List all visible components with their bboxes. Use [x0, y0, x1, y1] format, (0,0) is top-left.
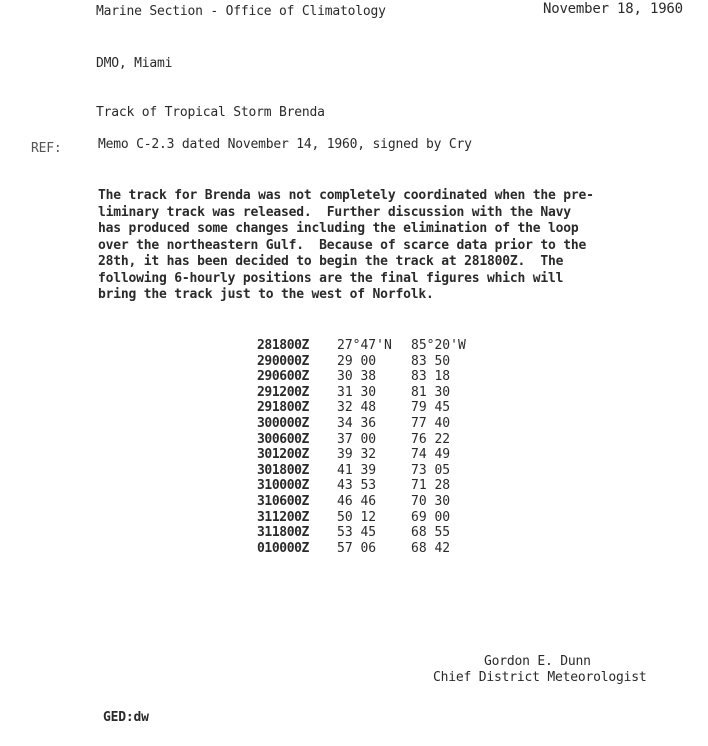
track-row — [257, 541, 491, 557]
track-time: 300000Z — [257, 415, 309, 431]
track-row — [257, 432, 491, 448]
track-row — [257, 463, 491, 479]
track-row — [257, 338, 491, 354]
track-latitude: 30 38 — [337, 369, 377, 385]
track-time: 310600Z — [257, 493, 309, 509]
track-longitude: 81 30 — [411, 384, 451, 400]
body-line: has produced some changes including the elimination of the loop — [98, 221, 579, 236]
track-row — [257, 478, 491, 494]
signatory-name: Gordon E. Dunn — [484, 654, 591, 669]
track-row — [257, 525, 491, 541]
track-row — [257, 369, 491, 385]
track-longitude: 68 42 — [411, 540, 451, 556]
reference-text: Memo C-2.3 dated November 14, 1960, signed by Cry — [98, 137, 472, 152]
track-time: 291200Z — [257, 384, 309, 400]
track-longitude: 68 55 — [411, 525, 451, 541]
track-longitude: 85°20'W — [411, 338, 466, 353]
track-latitude: 43 53 — [337, 478, 377, 494]
track-latitude: 41 39 — [337, 462, 377, 478]
track-longitude: 79 45 — [411, 400, 451, 416]
track-longitude: 76 22 — [411, 431, 451, 447]
track-time: 010000Z — [257, 540, 309, 556]
track-latitude: 53 45 — [337, 525, 377, 541]
track-row — [257, 416, 491, 432]
track-longitude: 77 40 — [411, 415, 451, 431]
body-paragraph — [98, 188, 658, 304]
body-line: bring the track just to the west of Norfolk. — [98, 287, 434, 302]
track-row — [257, 494, 491, 510]
track-positions-body — [257, 338, 491, 556]
track-time: 311200Z — [257, 509, 309, 525]
typist-initials: GED:dw — [103, 710, 149, 725]
track-latitude: 27°47'N — [337, 338, 392, 353]
body-line: The track for Brenda was not completely coordinated when the pre- — [98, 188, 594, 203]
track-time: 290000Z — [257, 353, 309, 369]
track-time: 311800Z — [257, 525, 309, 541]
track-row — [257, 385, 491, 401]
track-latitude: 50 12 — [337, 509, 377, 525]
track-time: 290600Z — [257, 369, 309, 385]
track-latitude: 31 30 — [337, 384, 377, 400]
track-longitude: 83 50 — [411, 353, 451, 369]
track-latitude: 34 36 — [337, 415, 377, 431]
reference-label: REF: — [31, 141, 62, 156]
track-latitude: 57 06 — [337, 540, 377, 556]
track-row — [257, 354, 491, 370]
track-latitude: 29 00 — [337, 353, 377, 369]
track-time: 291800Z — [257, 400, 309, 416]
track-longitude: 69 00 — [411, 509, 451, 525]
body-line: liminary track was released. Further discussion with the Navy — [98, 204, 571, 220]
track-time: 281800Z — [257, 338, 309, 353]
track-longitude: 73 05 — [411, 462, 451, 478]
track-time: 301800Z — [257, 462, 309, 478]
track-time: 301200Z — [257, 447, 309, 463]
track-longitude: 83 18 — [411, 369, 451, 385]
track-row — [257, 447, 491, 463]
track-latitude: 32 48 — [337, 400, 377, 416]
track-time: 300600Z — [257, 431, 309, 447]
track-row — [257, 510, 491, 526]
memo-subject: Track of Tropical Storm Brenda — [96, 105, 325, 120]
track-longitude: 74 49 — [411, 447, 451, 463]
memo-date: November 18, 1960 — [543, 1, 683, 17]
addressee: DMO, Miami — [96, 56, 173, 71]
track-time: 310000Z — [257, 478, 309, 494]
track-latitude: 39 32 — [337, 447, 377, 463]
body-line: 28th, it has been decided to begin the track at 281800Z. The — [98, 254, 564, 269]
track-positions-table — [257, 338, 491, 556]
track-longitude: 70 30 — [411, 493, 451, 509]
office-heading: Marine Section - Office of Climatology — [96, 4, 386, 19]
track-latitude: 46 46 — [337, 493, 377, 509]
track-longitude: 71 28 — [411, 478, 451, 494]
body-line: following 6-hourly positions are the final figures which will — [98, 270, 564, 286]
signatory-title: Chief District Meteorologist — [433, 670, 647, 685]
track-latitude: 37 00 — [337, 431, 377, 447]
track-row — [257, 400, 491, 416]
body-line: over the northeastern Gulf. Because of scarce data prior to the — [98, 237, 587, 253]
